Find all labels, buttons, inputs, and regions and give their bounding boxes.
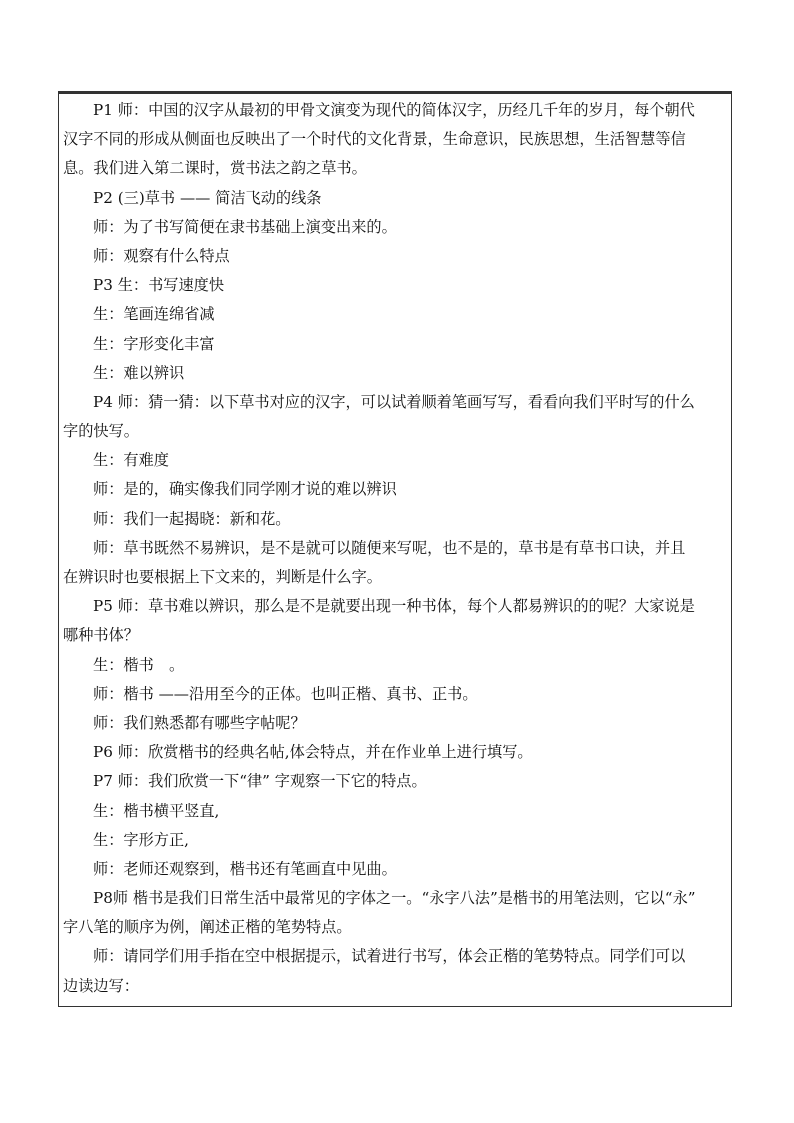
text-line: P1 师：中国的汉字从最初的甲骨文演变为现代的简体汉字，历经几千年的岁月，每个朝代: [93, 101, 695, 119]
text-line: 字八笔的顺序为例，阐述正楷的笔势特点。: [63, 918, 352, 937]
text-line: P5 师：草书难以辨识，那么是不是就要出现一种书体，每个人都易辨识的的呢？大家说是: [93, 597, 695, 616]
text-line: 生：难以辨识: [93, 363, 185, 382]
text-line: 生：楷书横平竖直,: [93, 801, 220, 820]
text-line: 师：为了书写简便在隶书基础上演变出来的。: [93, 217, 397, 236]
text-line: P3 生：书写速度快: [93, 276, 225, 295]
text-line: 息。我们进入第二课时，赏书法之韵之草书。: [63, 159, 367, 178]
text-line: 师：是的，确实像我们同学刚才说的难以辨识: [93, 480, 397, 499]
text-line: 师：我们一起揭晓：新和花。: [93, 509, 291, 528]
text-line: 生：笔画连绵省减: [93, 305, 215, 324]
text-line: 生：有难度: [93, 451, 169, 470]
text-line: 师：老师还观察到，楷书还有笔画直中见曲。: [93, 859, 397, 878]
text-line: 师：草书既然不易辨识，是不是就可以随便来写呢，也不是的，草书是有草书口诀，并且: [93, 538, 686, 557]
text-line: 边读边写：: [63, 976, 139, 995]
text-line: P4 师：猜一猜：以下草书对应的汉字，可以试着顺着笔画写写，看看向我们平时写的什么: [93, 392, 695, 411]
text-line: 师：观察有什么特点: [93, 246, 230, 265]
text-line: 在辨识时也要根据上下文来的，判断是什么字。: [63, 568, 382, 586]
text-line: 生：楷书 。: [93, 655, 185, 674]
lesson-script-text: [63, 96, 730, 1001]
text-line: P8师 楷书是我们日常生活中最常见的字体之一。“永字八法”是楷书的用笔法则，它以“永”: [93, 889, 696, 908]
text-line: P2 (三)草书 —— 简洁飞动的线条: [93, 188, 322, 207]
text-line: 师：楷书 ——沿用至今的正体。也叫正楷、真书、正书。: [93, 684, 478, 703]
text-line: 师：我们熟悉都有哪些字帖呢？: [93, 713, 306, 732]
text-line: 师：请同学们用手指在空中根据提示，试着进行书写，体会正楷的笔势特点。同学们可以: [93, 947, 686, 966]
text-line: 字的快写。: [63, 422, 139, 441]
text-line: P6 师：欣赏楷书的经典名帖,体会特点，并在作业单上进行填写。: [93, 743, 533, 762]
text-line: P7 师：我们欣赏一下“律” 字观察一下它的特点。: [93, 772, 427, 791]
text-line: 哪种书体？: [63, 626, 139, 645]
text-line: 生：字形变化丰富: [93, 334, 215, 353]
text-line: 生：字形方正,: [93, 830, 189, 849]
text-line: 汉字不同的形成从侧面也反映出了一个时代的文化背景，生命意识，民族思想，生活智慧等信: [63, 130, 686, 149]
